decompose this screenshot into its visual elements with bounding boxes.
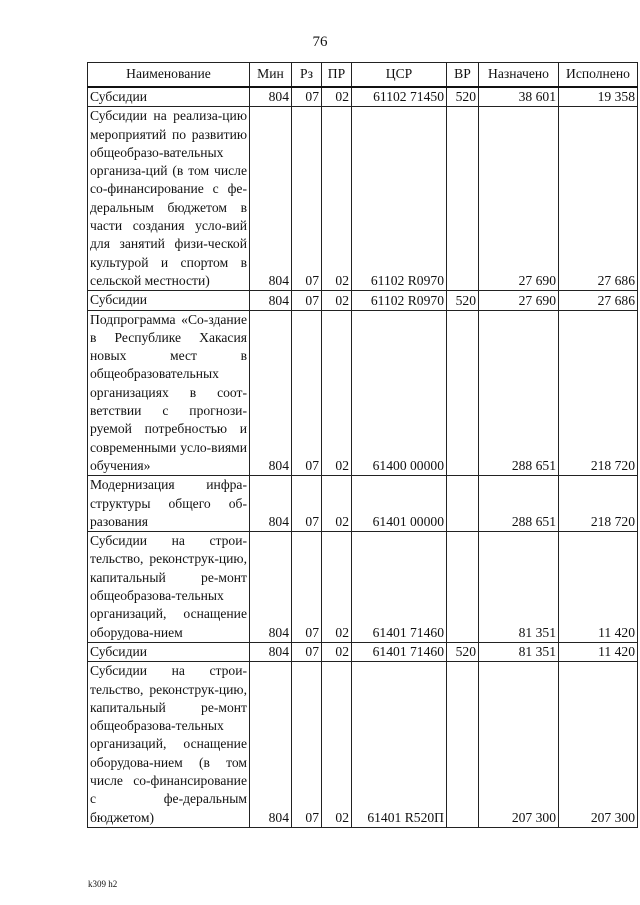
row-rz: 07 [292,291,322,310]
row-csr: 61102 R0970 [352,107,447,291]
table-header-row [88,63,638,88]
row-name: Субсидии [88,291,250,310]
row-vr [447,532,479,643]
table-row [88,87,638,107]
row-pr: 02 [322,291,352,310]
table-row [88,532,638,643]
header-pr: ПР [322,63,352,88]
row-pr: 02 [322,87,352,107]
row-pr: 02 [322,532,352,643]
header-min: Мин [250,63,292,88]
row-executed: 207 300 [559,662,638,828]
row-executed: 11 420 [559,642,638,661]
row-pr: 02 [322,642,352,661]
header-csr: ЦСР [352,63,447,88]
row-min: 804 [250,291,292,310]
row-name: Субсидии на реализа-цию мероприятий по развитию общеобразо-вательных организа-ций (в том числе со-финансирование с фе-деральным бюджетом в части создания усло-вий для занятий физи-ческой культурой и спортом в сельской местности) [88,107,250,291]
budget-table [87,62,638,828]
row-name: Субсидии [88,87,250,107]
row-name: Субсидии на строи-тельство, реконструк-цию, капитальный ре-монт общеобразова-тельных организаций, оснащение оборудова-нием [88,532,250,643]
row-name: Подпрограмма «Со-здание в Республике Хакасия новых мест в общеобразовательных организациях в соот-ветствии с прогнози-руемой потребностью и современными усло-виями обучения» [88,310,250,476]
row-pr: 02 [322,107,352,291]
page-number: 76 [312,34,328,50]
row-vr: 520 [447,642,479,661]
table-row [88,476,638,532]
row-min: 804 [250,476,292,532]
row-name: Субсидии на строи-тельство, реконструк-цию, капитальный ре-монт общеобразова-тельных организаций, оснащение оборудова-нием (в том числе со-финансирование с фе-деральным бюджетом) [88,662,250,828]
row-vr: 520 [447,291,479,310]
row-csr: 61401 00000 [352,476,447,532]
row-vr [447,662,479,828]
row-min: 804 [250,662,292,828]
row-executed: 218 720 [559,476,638,532]
row-rz: 07 [292,642,322,661]
row-name: Субсидии [88,642,250,661]
row-csr: 61401 R520П [352,662,447,828]
row-executed: 27 686 [559,107,638,291]
row-name: Модернизация инфра-структуры общего об-разования [88,476,250,532]
row-min: 804 [250,642,292,661]
row-assigned: 288 651 [479,476,559,532]
row-csr: 61102 71450 [352,87,447,107]
table-row [88,291,638,310]
header-name: Наименование [88,63,250,88]
row-assigned: 207 300 [479,662,559,828]
row-rz: 07 [292,476,322,532]
row-rz: 07 [292,310,322,476]
row-executed: 11 420 [559,532,638,643]
row-min: 804 [250,532,292,643]
table-row [88,310,638,476]
row-assigned: 27 690 [479,291,559,310]
row-pr: 02 [322,476,352,532]
row-csr: 61401 71460 [352,532,447,643]
row-csr: 61401 71460 [352,642,447,661]
row-assigned: 27 690 [479,107,559,291]
row-executed: 27 686 [559,291,638,310]
row-assigned: 288 651 [479,310,559,476]
row-executed: 19 358 [559,87,638,107]
row-csr: 61400 00000 [352,310,447,476]
row-vr: 520 [447,87,479,107]
row-vr [447,310,479,476]
row-pr: 02 [322,310,352,476]
row-assigned: 81 351 [479,532,559,643]
row-assigned: 81 351 [479,642,559,661]
row-rz: 07 [292,107,322,291]
row-rz: 07 [292,532,322,643]
row-executed: 218 720 [559,310,638,476]
row-pr: 02 [322,662,352,828]
row-vr [447,107,479,291]
header-rz: Рз [292,63,322,88]
table-row [88,642,638,661]
row-min: 804 [250,310,292,476]
header-vr: ВР [447,63,479,88]
row-min: 804 [250,87,292,107]
table-row [88,107,638,291]
row-vr [447,476,479,532]
footer-code: k309 h2 [88,879,118,889]
row-assigned: 38 601 [479,87,559,107]
row-rz: 07 [292,87,322,107]
row-min: 804 [250,107,292,291]
row-csr: 61102 R0970 [352,291,447,310]
header-assigned: Назначено [479,63,559,88]
table-row [88,662,638,828]
header-executed: Исполнено [559,63,638,88]
row-rz: 07 [292,662,322,828]
